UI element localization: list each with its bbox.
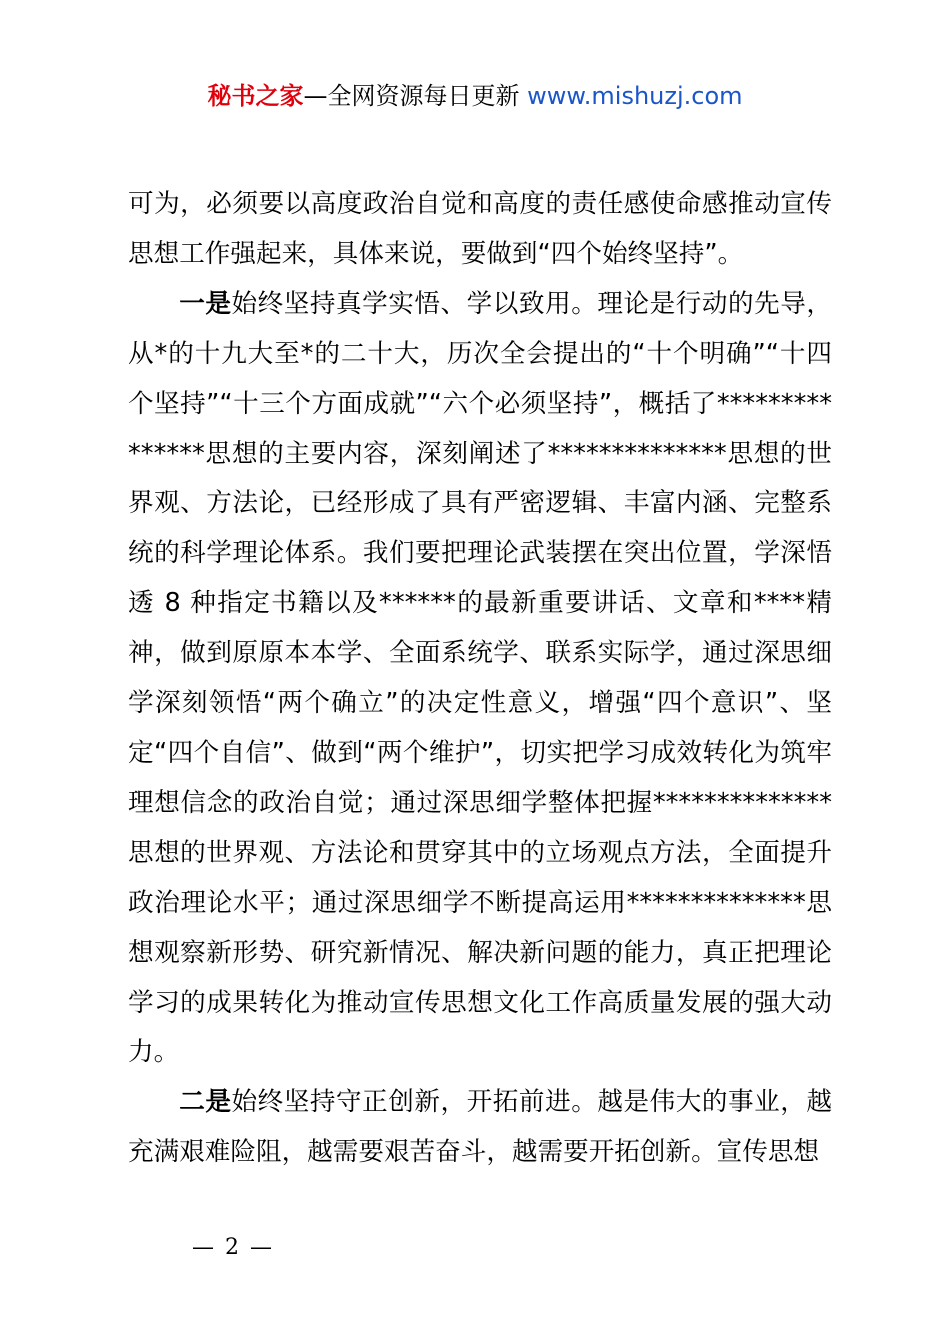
document-body [128,180,832,1178]
paragraph-one-text: 始终坚持真学实悟、学以致用。理论是行动的先导，从*的十九大至*的二十大，历次全会提出的“十个明确”“十四个坚持”“十三个方面成就”“六个必须坚持”，概括了***************思想的主要内容，深刻阐述了**************思想的世界观、方法论，已经形成了具有严密逻辑、丰富内涵、完整系统的科学理论体系。我们要把理论武装摆在突出位置，学深悟透 8 种指定书籍以及******的最新重要讲话、文章和****精神，做到原原本本学、全面系统学、联系实际学，通过深思细学深刻领悟“两个确立”的决定性意义，增强“四个意识”、坚定“四个自信”、做到“两个维护”，切实把学习成效转化为筑牢理想信念的政治自觉；通过深思细学整体把握**************思想的世界观、方法论和贯穿其中的立场观点方法，全面提升政治理论水平；通过深思细学不断提高运用**************思想观察新形势、研究新情况、解决新问题的能力，真正把理论学习的成果转化为推动宣传思想文化工作高质量发展的强大动力。 [128,288,832,1068]
paragraph-one [128,280,832,1079]
page-number: — 2 — [192,1235,274,1260]
header-tagline: —全网资源每日更新 [303,82,528,110]
header-brand: 秘书之家 [207,82,304,110]
paragraph-one-lead: 一是 [179,288,232,319]
paragraph-continuation: 可为，必须要以高度政治自觉和高度的责任感使命感推动宣传思想工作强起来，具体来说，要做到“四个始终坚持”。 [128,189,832,269]
paragraph-two-lead: 二是 [179,1087,232,1118]
paragraph-two [128,1078,832,1178]
site-header [0,80,950,112]
paragraph-two-text: 始终坚持守正创新，开拓前进。越是伟大的事业，越充满艰难险阻，越需要艰苦奋斗，越需要开拓创新。宣传思想 [128,1087,832,1168]
header-url[interactable]: www.mishuzj.com [527,82,743,110]
